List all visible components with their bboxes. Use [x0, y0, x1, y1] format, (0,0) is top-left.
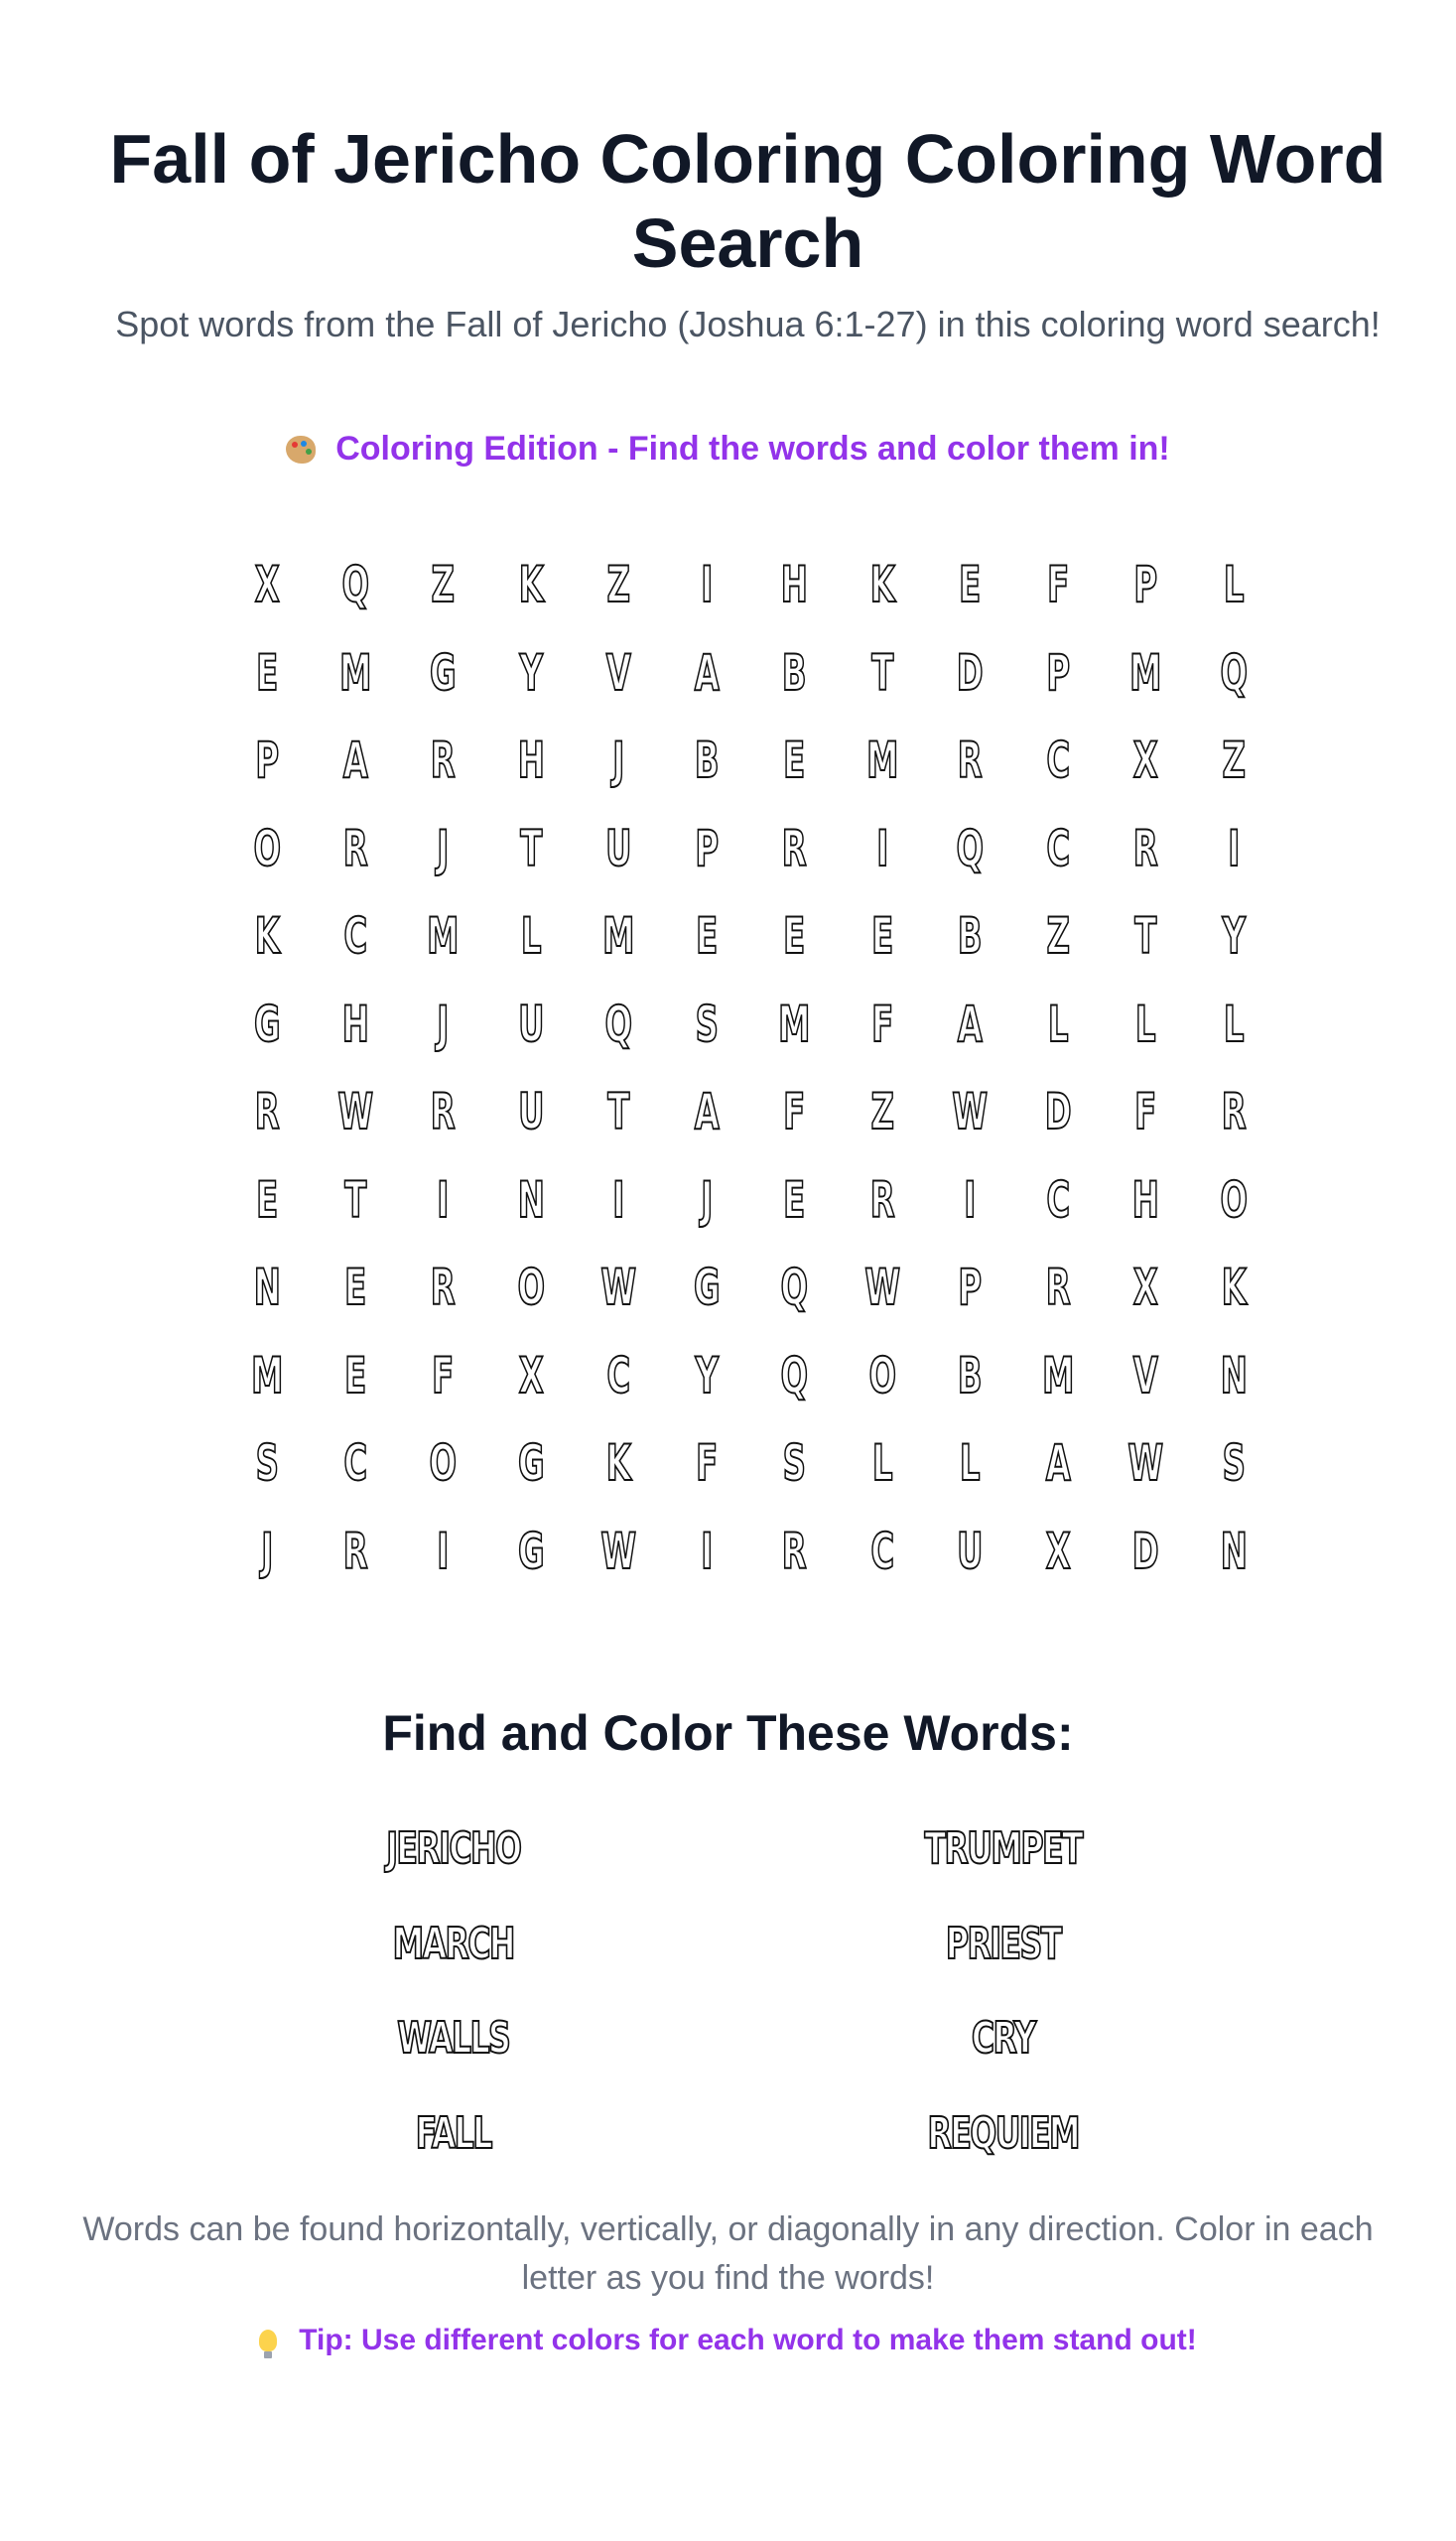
grid-letter[interactable]: R: [1132, 819, 1158, 877]
grid-letter[interactable]: T: [1134, 907, 1157, 966]
grid-letter[interactable]: R: [1045, 1259, 1071, 1317]
page-subtitle: Spot words from the Fall of Jericho (Joshua 6:1-27) in this coloring word search!: [115, 304, 1381, 344]
grid-letter[interactable]: I: [437, 1170, 450, 1229]
grid-letter[interactable]: W: [863, 1259, 900, 1317]
grid-letter[interactable]: S: [695, 995, 719, 1053]
grid-letter[interactable]: G: [429, 643, 457, 702]
grid-letter[interactable]: C: [1045, 732, 1070, 790]
word-list-item: MARCH: [392, 1918, 514, 1969]
grid-letter[interactable]: O: [516, 1259, 545, 1317]
grid-letter[interactable]: I: [875, 819, 888, 877]
edition-text: Coloring Edition - Find the words and color them in!: [335, 430, 1170, 468]
grid-letter[interactable]: Q: [604, 995, 633, 1053]
grid-letter[interactable]: K: [254, 907, 280, 966]
grid-letter[interactable]: V: [605, 643, 631, 702]
grid-letter[interactable]: B: [957, 1346, 983, 1404]
grid-letter[interactable]: R: [430, 732, 456, 790]
grid-letter[interactable]: L: [1134, 995, 1156, 1053]
lightbulb-icon: [259, 2319, 277, 2362]
grid-letter[interactable]: W: [600, 1522, 637, 1580]
grid-letter[interactable]: W: [952, 1083, 989, 1141]
palette-icon: [286, 425, 316, 472]
grid-letter[interactable]: V: [1132, 1346, 1158, 1404]
grid-letter[interactable]: Q: [780, 1346, 809, 1404]
grid-letter[interactable]: L: [1223, 995, 1245, 1053]
grid-letter[interactable]: U: [517, 995, 544, 1053]
grid-letter[interactable]: F: [432, 1346, 455, 1404]
grid-letter[interactable]: S: [1222, 1434, 1246, 1493]
grid-letter[interactable]: Z: [606, 556, 630, 614]
grid-letter[interactable]: O: [429, 1434, 458, 1493]
grid-letter[interactable]: I: [437, 1522, 450, 1580]
grid-letter[interactable]: C: [606, 1346, 631, 1404]
grid-letter[interactable]: E: [870, 907, 893, 966]
grid-letter[interactable]: H: [780, 556, 808, 614]
grid-letter[interactable]: W: [600, 1259, 637, 1317]
grid-letter[interactable]: Y: [519, 643, 543, 702]
grid-letter[interactable]: R: [342, 819, 368, 877]
grid-letter[interactable]: E: [959, 556, 982, 614]
grid-letter[interactable]: L: [1223, 556, 1245, 614]
word-list-item: TRUMPET: [924, 1823, 1082, 1875]
grid-letter[interactable]: M: [865, 732, 898, 790]
grid-letter[interactable]: M: [1129, 643, 1162, 702]
grid-letter[interactable]: O: [867, 1346, 896, 1404]
grid-letter[interactable]: A: [342, 732, 368, 790]
grid-letter[interactable]: N: [253, 1259, 281, 1317]
grid-letter[interactable]: R: [781, 819, 807, 877]
word-list-item: PRIEST: [945, 1918, 1061, 1969]
grid-letter[interactable]: D: [956, 643, 984, 702]
grid-letter[interactable]: K: [869, 556, 895, 614]
grid-letter[interactable]: E: [783, 907, 806, 966]
grid-letter[interactable]: E: [783, 1170, 806, 1229]
word-list-item: REQUIEM: [927, 2107, 1079, 2159]
grid-letter[interactable]: W: [1127, 1434, 1164, 1493]
page-title: Fall of Jericho Coloring Coloring Word Search: [109, 120, 1387, 282]
word-list: [179, 1802, 1277, 2181]
grid-letter[interactable]: X: [254, 556, 280, 614]
grid-letter[interactable]: I: [964, 1170, 977, 1229]
grid-letter[interactable]: M: [251, 1346, 284, 1404]
grid-letter[interactable]: M: [602, 907, 635, 966]
grid-letter[interactable]: D: [1044, 1083, 1072, 1141]
grid-letter[interactable]: J: [700, 1170, 713, 1229]
word-list-item: CRY: [971, 2013, 1035, 2065]
grid-letter[interactable]: W: [336, 1083, 373, 1141]
grid-letter[interactable]: C: [869, 1522, 894, 1580]
grid-letter[interactable]: Q: [1219, 643, 1248, 702]
grid-letter[interactable]: U: [957, 1522, 984, 1580]
grid-letter[interactable]: J: [612, 732, 625, 790]
grid-letter[interactable]: I: [612, 1170, 625, 1229]
grid-letter[interactable]: H: [517, 732, 545, 790]
word-list-title: Find and Color These Words:: [382, 1705, 1074, 1761]
grid-letter[interactable]: X: [1132, 1259, 1158, 1317]
grid-letter[interactable]: R: [781, 1522, 807, 1580]
grid-letter[interactable]: T: [519, 819, 542, 877]
grid-letter[interactable]: O: [1219, 1170, 1248, 1229]
grid-letter[interactable]: L: [520, 907, 542, 966]
grid-letter[interactable]: L: [959, 1434, 981, 1493]
word-list-item: WALLS: [397, 2013, 510, 2065]
grid-letter[interactable]: C: [342, 1434, 367, 1493]
grid-letter[interactable]: J: [437, 819, 450, 877]
grid-letter[interactable]: K: [605, 1434, 631, 1493]
grid-letter[interactable]: R: [430, 1083, 456, 1141]
grid-letter[interactable]: P: [694, 819, 719, 877]
grid-letter[interactable]: E: [343, 1259, 366, 1317]
grid-letter[interactable]: G: [253, 995, 281, 1053]
grid-letter[interactable]: X: [1132, 732, 1158, 790]
grid-letter[interactable]: X: [518, 1346, 544, 1404]
grid-letter[interactable]: S: [782, 1434, 806, 1493]
grid-letter[interactable]: G: [517, 1434, 545, 1493]
grid-letter[interactable]: O: [253, 819, 282, 877]
grid-letter[interactable]: A: [1045, 1434, 1071, 1493]
letter-grid: [223, 541, 1277, 1595]
grid-letter[interactable]: T: [607, 1083, 630, 1141]
grid-letter[interactable]: Z: [1046, 907, 1070, 966]
grid-letter[interactable]: S: [255, 1434, 279, 1493]
grid-letter[interactable]: U: [517, 1083, 544, 1141]
grid-letter[interactable]: A: [957, 995, 983, 1053]
word-list-item: JERICHO: [386, 1823, 521, 1875]
grid-letter[interactable]: P: [255, 732, 280, 790]
tip-banner: [0, 2319, 1456, 2362]
grid-letter[interactable]: E: [343, 1346, 366, 1404]
grid-letter[interactable]: L: [871, 1434, 893, 1493]
grid-letter[interactable]: M: [778, 995, 811, 1053]
grid-letter[interactable]: X: [1045, 1522, 1071, 1580]
grid-letter[interactable]: C: [1045, 1170, 1070, 1229]
grid-letter[interactable]: P: [1045, 643, 1070, 702]
word-list-item: FALL: [415, 2107, 491, 2159]
grid-letter[interactable]: F: [870, 995, 893, 1053]
instructions-text: Words can be found horizontally, vertically, or diagonally in any direction. Color in each letter as you find the words!: [82, 2210, 1374, 2297]
grid-letter[interactable]: U: [605, 819, 632, 877]
grid-letter[interactable]: K: [518, 556, 544, 614]
grid-letter[interactable]: K: [1221, 1259, 1247, 1317]
grid-letter[interactable]: B: [957, 907, 983, 966]
grid-letter[interactable]: I: [700, 1522, 713, 1580]
grid-letter[interactable]: R: [869, 1170, 895, 1229]
grid-letter[interactable]: F: [1046, 556, 1069, 614]
grid-letter[interactable]: G: [693, 1259, 721, 1317]
grid-letter[interactable]: I: [1227, 819, 1240, 877]
grid-letter[interactable]: P: [1133, 556, 1158, 614]
grid-letter[interactable]: Z: [1222, 732, 1246, 790]
grid-letter[interactable]: N: [1220, 1522, 1248, 1580]
grid-letter[interactable]: M: [427, 907, 460, 966]
grid-letter[interactable]: H: [341, 995, 369, 1053]
grid-letter[interactable]: N: [517, 1170, 545, 1229]
grid-letter[interactable]: C: [1045, 819, 1070, 877]
grid-letter[interactable]: Z: [870, 1083, 894, 1141]
edition-banner: [0, 425, 1456, 472]
grid-letter[interactable]: Z: [431, 556, 455, 614]
grid-letter[interactable]: R: [254, 1083, 280, 1141]
grid-letter[interactable]: N: [1220, 1346, 1248, 1404]
grid-letter[interactable]: A: [694, 1083, 720, 1141]
grid-letter[interactable]: L: [1047, 995, 1069, 1053]
grid-letter[interactable]: E: [256, 643, 279, 702]
grid-letter[interactable]: M: [338, 643, 371, 702]
grid-letter[interactable]: T: [870, 643, 893, 702]
grid-letter[interactable]: M: [1041, 1346, 1074, 1404]
grid-letter[interactable]: T: [343, 1170, 366, 1229]
tip-text: Tip: Use different colors for each word to make them stand out!: [299, 2324, 1197, 2356]
grid-letter[interactable]: B: [781, 643, 807, 702]
grid-letter[interactable]: P: [958, 1259, 983, 1317]
grid-letter[interactable]: I: [700, 556, 713, 614]
grid-letter[interactable]: R: [957, 732, 983, 790]
grid-letter[interactable]: E: [695, 907, 718, 966]
grid-letter[interactable]: Y: [695, 1346, 719, 1404]
grid-letter[interactable]: Y: [1222, 907, 1246, 966]
grid-letter[interactable]: B: [694, 732, 720, 790]
grid-letter[interactable]: J: [437, 995, 450, 1053]
grid-letter[interactable]: A: [694, 643, 720, 702]
grid-letter[interactable]: C: [342, 907, 367, 966]
grid-letter[interactable]: G: [517, 1522, 545, 1580]
grid-letter[interactable]: R: [430, 1259, 456, 1317]
grid-letter[interactable]: E: [783, 732, 806, 790]
grid-letter[interactable]: D: [1131, 1522, 1159, 1580]
grid-letter[interactable]: J: [261, 1522, 274, 1580]
grid-letter[interactable]: F: [1134, 1083, 1157, 1141]
grid-letter[interactable]: Q: [780, 1259, 809, 1317]
grid-letter[interactable]: E: [256, 1170, 279, 1229]
grid-letter[interactable]: R: [342, 1522, 368, 1580]
grid-letter[interactable]: Q: [956, 819, 985, 877]
grid-letter[interactable]: Q: [340, 556, 369, 614]
grid-letter[interactable]: F: [783, 1083, 806, 1141]
grid-letter[interactable]: H: [1131, 1170, 1159, 1229]
grid-letter[interactable]: F: [695, 1434, 718, 1493]
grid-letter[interactable]: R: [1221, 1083, 1247, 1141]
